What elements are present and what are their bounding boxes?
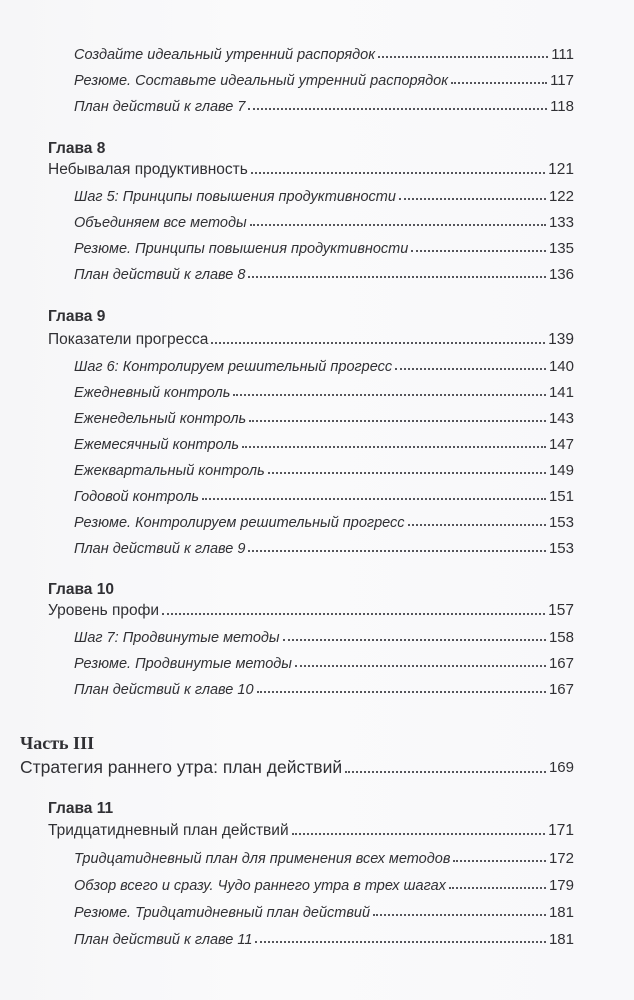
part-title-entry xyxy=(20,752,574,778)
toc-entry xyxy=(74,845,574,867)
part-heading: Часть III xyxy=(20,733,95,753)
entry-page: 181 xyxy=(548,931,574,948)
entry-page: 181 xyxy=(548,904,574,921)
entry-title: План действий к главе 11 xyxy=(74,932,253,948)
toc-entry xyxy=(74,899,574,921)
entry-page: 140 xyxy=(548,358,574,375)
entry-page: 167 xyxy=(548,655,574,672)
entry-title: Шаг 7: Продвинутые методы xyxy=(74,630,280,646)
chapter-heading: Глава 11 xyxy=(48,800,114,817)
leader-dots xyxy=(211,342,545,344)
toc-entry xyxy=(74,650,574,672)
entry-page: 143 xyxy=(548,410,574,427)
entry-title: Резюме. Контролируем решительный прогресс xyxy=(74,515,405,531)
entry-page: 169 xyxy=(548,759,574,776)
toc-entry xyxy=(74,235,574,257)
entry-page: 147 xyxy=(548,436,574,453)
entry-title: Ежедневный контроль xyxy=(74,385,231,401)
leader-dots xyxy=(248,276,546,278)
leader-dots xyxy=(345,771,546,773)
entry-page: 179 xyxy=(548,877,574,894)
chapter-heading: Глава 10 xyxy=(48,581,114,598)
leader-dots xyxy=(249,420,546,422)
entry-page: 111 xyxy=(551,46,574,63)
entry-title: Стратегия раннего утра: план действий xyxy=(20,757,343,777)
chapter-heading: Глава 9 xyxy=(48,308,106,325)
entry-title: План действий к главе 9 xyxy=(74,541,246,557)
leader-dots xyxy=(373,914,546,916)
toc-entry xyxy=(74,209,574,231)
entry-page: 158 xyxy=(548,629,574,646)
entry-page: 135 xyxy=(548,240,574,257)
leader-dots xyxy=(399,198,546,200)
leader-dots xyxy=(257,691,546,693)
toc-entry xyxy=(74,457,574,479)
toc-entry xyxy=(74,67,574,89)
toc-entry xyxy=(74,676,574,698)
entry-page: 172 xyxy=(548,850,574,867)
leader-dots xyxy=(451,82,547,84)
chapter-title-entry xyxy=(48,598,574,620)
entry-title: Резюме. Продвинутые методы xyxy=(74,656,292,672)
chapter-title-entry xyxy=(48,818,574,840)
entry-title: Небывалая продуктивность xyxy=(48,161,248,178)
leader-dots xyxy=(449,887,546,889)
entry-title: План действий к главе 10 xyxy=(74,682,254,698)
entry-title: Показатели прогресса xyxy=(48,331,209,348)
toc-entry xyxy=(74,353,574,375)
leader-dots xyxy=(378,56,548,58)
entry-title: Тридцатидневный план для применения всех методов xyxy=(74,851,451,867)
entry-page: 151 xyxy=(548,488,574,505)
entry-page: 122 xyxy=(548,188,574,205)
toc-entry xyxy=(74,483,574,505)
entry-title: Уровень профи xyxy=(48,602,160,619)
leader-dots xyxy=(251,172,545,174)
entry-page: 157 xyxy=(548,602,574,619)
leader-dots xyxy=(250,224,546,226)
leader-dots xyxy=(202,498,546,500)
toc-entry xyxy=(74,431,574,453)
leader-dots xyxy=(283,639,546,641)
toc-entry xyxy=(74,509,574,531)
entry-page: 153 xyxy=(548,540,574,557)
leader-dots xyxy=(248,108,547,110)
chapter-heading: Глава 8 xyxy=(48,140,106,157)
toc-entry xyxy=(74,535,574,557)
toc-entry xyxy=(74,872,574,894)
entry-title: Объединяем все методы xyxy=(74,215,247,231)
entry-title: Шаг 6: Контролируем решительный прогресс xyxy=(74,359,393,375)
leader-dots xyxy=(162,613,545,615)
entry-title: Тридцатидневный план действий xyxy=(48,822,289,839)
toc-entry xyxy=(74,41,574,63)
toc-entry xyxy=(74,926,574,948)
toc-entry xyxy=(74,624,574,646)
toc-entry xyxy=(74,405,574,427)
entry-title: Годовой контроль xyxy=(74,489,200,505)
entry-page: 121 xyxy=(548,161,574,178)
leader-dots xyxy=(242,446,546,448)
chapter-title-entry xyxy=(48,157,574,179)
entry-title: Резюме. Тридцатидневный план действий xyxy=(74,905,371,921)
entry-title: Создайте идеальный утренний распорядок xyxy=(74,47,376,63)
entry-title: Ежеквартальный контроль xyxy=(74,463,265,479)
entry-page: 171 xyxy=(548,822,574,839)
entry-page: 117 xyxy=(550,72,574,89)
entry-title: План действий к главе 8 xyxy=(74,267,246,283)
entry-title: Ежемесячный контроль xyxy=(74,437,240,453)
leader-dots xyxy=(453,860,546,862)
leader-dots xyxy=(292,833,546,835)
toc-entry xyxy=(74,379,574,401)
leader-dots xyxy=(233,394,546,396)
entry-page: 136 xyxy=(548,266,574,283)
leader-dots xyxy=(268,472,546,474)
toc-entry xyxy=(74,183,574,205)
chapter-title-entry xyxy=(48,327,574,349)
leader-dots xyxy=(395,368,546,370)
entry-page: 139 xyxy=(548,331,574,348)
entry-title: Резюме. Принципы повышения продуктивности xyxy=(74,241,409,257)
leader-dots xyxy=(411,250,546,252)
entry-title: Шаг 5: Принципы повышения продуктивности xyxy=(74,189,396,205)
entry-page: 167 xyxy=(548,681,574,698)
entry-title: Резюме. Составьте идеальный утренний распорядок xyxy=(74,73,449,89)
entry-page: 153 xyxy=(548,514,574,531)
entry-page: 118 xyxy=(550,98,574,115)
leader-dots xyxy=(255,941,546,943)
leader-dots xyxy=(408,524,546,526)
leader-dots xyxy=(248,550,546,552)
entry-title: План действий к главе 7 xyxy=(74,99,246,115)
toc-entry xyxy=(74,261,574,283)
entry-title: Обзор всего и сразу. Чудо раннего утра в трех шагах xyxy=(74,878,446,894)
toc-entry xyxy=(74,93,574,115)
entry-page: 141 xyxy=(548,384,574,401)
leader-dots xyxy=(295,665,546,667)
entry-page: 149 xyxy=(548,462,574,479)
entry-title: Еженедельный контроль xyxy=(74,411,247,427)
entry-page: 133 xyxy=(548,214,574,231)
